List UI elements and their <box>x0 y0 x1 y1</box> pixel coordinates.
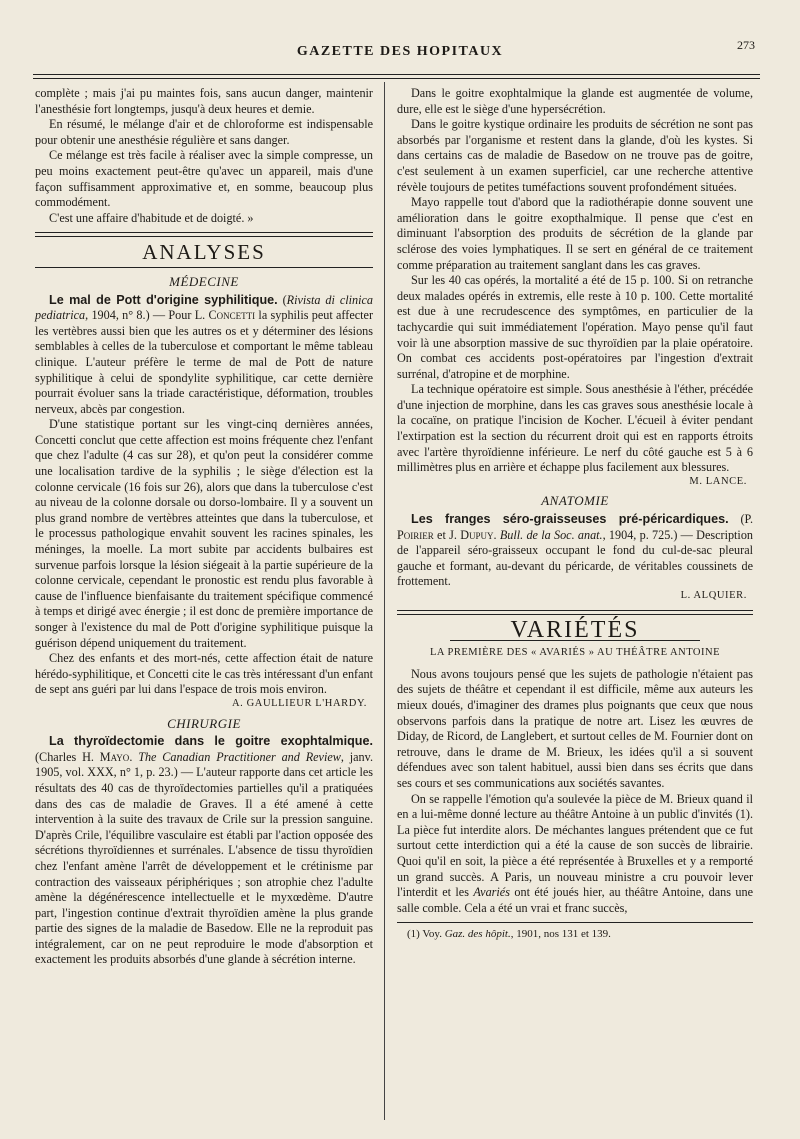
journal-name: Gaz. des hôpit. <box>444 928 511 941</box>
section-heading-varietes: VARIÉTÉS <box>510 616 640 643</box>
variety-article-title: LA PREMIÈRE DES « AVARIÉS » AU THÉÂTRE ANTOINE <box>430 647 720 659</box>
header-rule <box>33 74 760 79</box>
subheading-medecine: MÉDECINE <box>169 273 239 289</box>
journal-name: Rivista di clinica pediatrica <box>35 292 373 323</box>
section-rule-top <box>397 610 753 615</box>
footnote: (1) Voy. Gaz. des hôpit., 1901, nos 131 et 139. <box>407 928 611 941</box>
intro-paragraph-3: Ce mélange est très facile à réaliser avec la simple compresse, un peu moins exactement peut-être qu'avec un appareil, mais d'une façon suffisamment approximative et, en somme, beaucoup plus commodément. <box>35 148 373 210</box>
variety-paragraph: Nous avons toujours pensé que les sujets de pathologie n'étaient pas des sujets de théâtre et cependant il est difficile, même aux auteurs les mieux doués, d'imaginer des drames plus poignants que ceux que nous observons parfois dans la pratique de notre art. Lisez les œuvres de Diday, de Ricord, de Langlebert, et surtout celles de M. Fournier dont on retrouve, dans le drame de M. Brieux, les idées qu'il a si souvent défendues avec son talent habituel, aussi bien dans ses écrits que dans ses cours et ses communications aux sociétés savantes. <box>397 666 753 790</box>
journal-title: GAZETTE DES HOPITAUX <box>296 44 504 59</box>
article-title-pott: Le mal de Pott d'origine syphilitique. <box>49 292 278 307</box>
left-column <box>35 86 373 968</box>
signature: L. ALQUIER. <box>680 590 747 601</box>
section-heading-analyses: ANALYSES <box>142 240 266 265</box>
variety-paragraph: On se rappelle l'émotion qu'a soulevée la pièce de M. Brieux quand il en a lui-même donné lecture au théâtre Antoine à un public d'invités (1). La pièce fut interdite alors. De méchantes langues prétendent que ce fut surtout cette interdiction qui a été la cause de son succès de librairie. Quoi qu'il en soit, la pièce a été représentée à Bruxelles et y a remporté un grand succès. A Paris, un nouveau ministre a cru pouvoir lever l'interdit et les Avariés ont été joués hier, au théâtre Antoine, dans une salle comble. Cela a été un vrai et franc succès, <box>397 791 753 915</box>
continued-paragraph: La technique opératoire est simple. Sous anesthésie à l'éther, précédée d'une injection de morphine, dans les cas graves sous anesthésie locale à la cocaïne, on pratique l'incision de Kocher. L'écueil à éviter pendant l'extirpation est la section du récurrent droit qui est en rapports étroits avec l'artère thyroïdienne inférieure. Le nerf du côté gauche est 5 à 6 millimètres plus en arrière et échappe plus facilement aux blessures. <box>397 382 753 475</box>
article-pott: Le mal de Pott d'origine syphilitique. (Rivista di clinica pediatrica, 1904, n° 8.) — Pour L. Concetti la syphilis peut affecter les vertèbres aussi bien que les autres os et y déterminer des lésions semblables à celles de la tuberculose et comportant le même tableau clinique. L'auteur préfère le terme de mal de Pott de nature syphilitique à celui de spondylite syphilitique, car cette dernière pourrait évoluer sans la triade caractéristique, déformation, troubles nerveux, abcès par congestion. <box>35 292 373 416</box>
section-rule-top <box>35 232 373 237</box>
intro-paragraph-4: C'est une affaire d'habitude et de doigté. » <box>49 210 254 225</box>
intro-paragraph-2: En résumé, le mélange d'air et de chloroforme est indispensable pour obtenir une anesthésie régulière et sans danger. <box>35 117 373 147</box>
article-pott-paragraph: Chez des enfants et des mort-nés, cette affection était de nature hérédo-syphilitique, et Concetti cite le cas très intéressant d'un enfant de sept ans guéri par lui dans l'espace de trois mois environ. <box>35 651 373 697</box>
signature: A. GAULLIEUR L'HARDY. <box>231 697 367 709</box>
journal-name: Bull. de la Soc. anat. <box>499 527 603 542</box>
article-title-franges: Les franges séro-graisseuses pré-péricardiques. <box>411 512 729 527</box>
page-header <box>0 38 800 64</box>
column-divider <box>384 82 385 1120</box>
page-number: 273 <box>737 38 755 52</box>
intro-paragraph-1: complète ; mais j'ai pu maintes fois, sans aucun danger, maintenir l'anesthésie fort longtemps, jusqu'à deux heures et demie. <box>35 86 373 116</box>
play-title: Avariés <box>473 885 510 900</box>
section-rule-bottom <box>35 267 373 268</box>
author-name: Concetti <box>208 308 256 323</box>
subheading-anatomie: ANATOMIE <box>541 493 609 509</box>
author-name: Poirier <box>397 527 434 542</box>
subheading-chirurgie: CHIRURGIE <box>167 715 241 731</box>
journal-name: The Canadian Practitioner and Review <box>138 749 341 764</box>
continued-paragraph: Dans le goitre kystique ordinaire les produits de sécrétion ne sont pas absorbés par l'organisme et restent dans la glande, d'où les kystes. Si dans certains cas de maladie de Basedow on ne trouve pas de goitre, c'est seulement à un examen superficiel, car une recherche attentive révèle toujours de petites tuméfactions souvent profondément situées. <box>397 117 753 194</box>
continued-paragraph: Mayo rappelle tout d'abord que la radiothérapie donne souvent une amélioration dans le goitre exopthalmique. Il pense que c'est en diminuant l'absorption des produits de sécrétion de la glande par sclérose des voies lymphatiques. Il se sert en général de ce traitement comme préparation au traitement sanglant dans les cas graves. <box>397 195 753 272</box>
article-franges: Les franges séro-graisseuses pré-péricardiques. (P. Poirier et J. Dupuy. Bull. de la Soc. anat., 1904, p. 725.) — Description de l'appareil séro-graisseux occupant le fond du cul-de-sac pleural gauche et formant, au-devant du péricarde, de véritables coussinets de frottement. <box>397 512 754 589</box>
author-name: Dupuy <box>460 527 494 542</box>
right-column <box>397 86 753 943</box>
article-title-thyroidectomie: La thyroïdectomie dans le goitre exophtalmique. <box>49 734 373 749</box>
article-thyroidectomie: La thyroïdectomie dans le goitre exophtalmique. (Charles H. Mayo. The Canadian Practitioner and Review, janv. 1905, vol. XXX, n° 1, p. 23.) — L'auteur rapporte dans cet article les résultats des 40 cas de thyroïdectomies partielles qu'il a pratiquées dans des cas de maladie de Graves. Il a été amené à cette intervention à la suite des travaux de Crile sur la pression sanguine. D'après Crile, l'équilibre vasculaire est établi par l'action opposée des sécrétions thyroïdiennes et surrénales. L'absence de tissu thyroïdien chez l'enfant amène l'arrêt de développement et le crétinisme par contraction des vaisseaux périphériques ; son atrophie chez l'adulte amène la dégénérescence intellectuelle et le myxœdème. D'autre part, l'ingestion continue d'extrait thyroïdien amène la plus grande partie des signes de la maladie de Basedow. Elle ne la reproduit pas intégralement, car on ne peut reproduire le mode d'absorption et exactement les produits absorbés d'une glande à sécrétion interne. <box>35 734 373 967</box>
continued-paragraph: Sur les 40 cas opérés, la mortalité a été de 15 p. 100. Si on retranche deux malades opérés in extremis, elle reste à 10 p. 100. Cette mortalité est due à une recrudescence des symptômes, en particulier de la tachycardie qui suit immédiatement l'opération. Mayo pense qu'il faut voir là une absorption massive de suc thyroïdien par la plaie opératoire. On combat ces accidents post-opératoires par l'ingestion d'extrait surrénal, d'atropine et de morphine. <box>397 273 753 381</box>
signature: M. LANCE. <box>689 475 747 487</box>
article-pott-paragraph: D'une statistique portant sur les vingt-cinq dernières années, Concetti conclut que cette affection est moins fréquente chez l'enfant que chez l'adulte (4 cas sur 28), et qu'on peut la considérer comme une localisation tardive de la syphilis ; le siège d'élection est la colonne cervicale (16 fois sur 26), alors que dans la tuberculose c'est au niveau de la colonne dorsale ou dorso-lombaire. Il y a souvent un plus grand nombre de vertèbres atteintes que dans la tuberculose, et le processus pathologique envahit souvent les racines spinales, les méninges, la moelle. La mort subite par accidents bulbaires est survenue parfois lorsque la lésion siégeait à la partie supérieure de la colonne cervicale, cependant le pronostic est rendu plus favorable à cause de l'influence bienfaisante du traitement spécifique commencé à temps et dirigé avec énergie ; il est donc de première importance de songer à l'existence du mal de Pott d'origine syphilitique puisque la guérison dépend uniquement du traitement. <box>35 417 373 650</box>
continued-paragraph: Dans le goitre exophtalmique la glande est augmentée de volume, dure, elle est le siège d'une hypersécrétion. <box>397 86 753 116</box>
footnote-rule <box>397 922 753 923</box>
author-name: Mayo <box>99 749 130 764</box>
